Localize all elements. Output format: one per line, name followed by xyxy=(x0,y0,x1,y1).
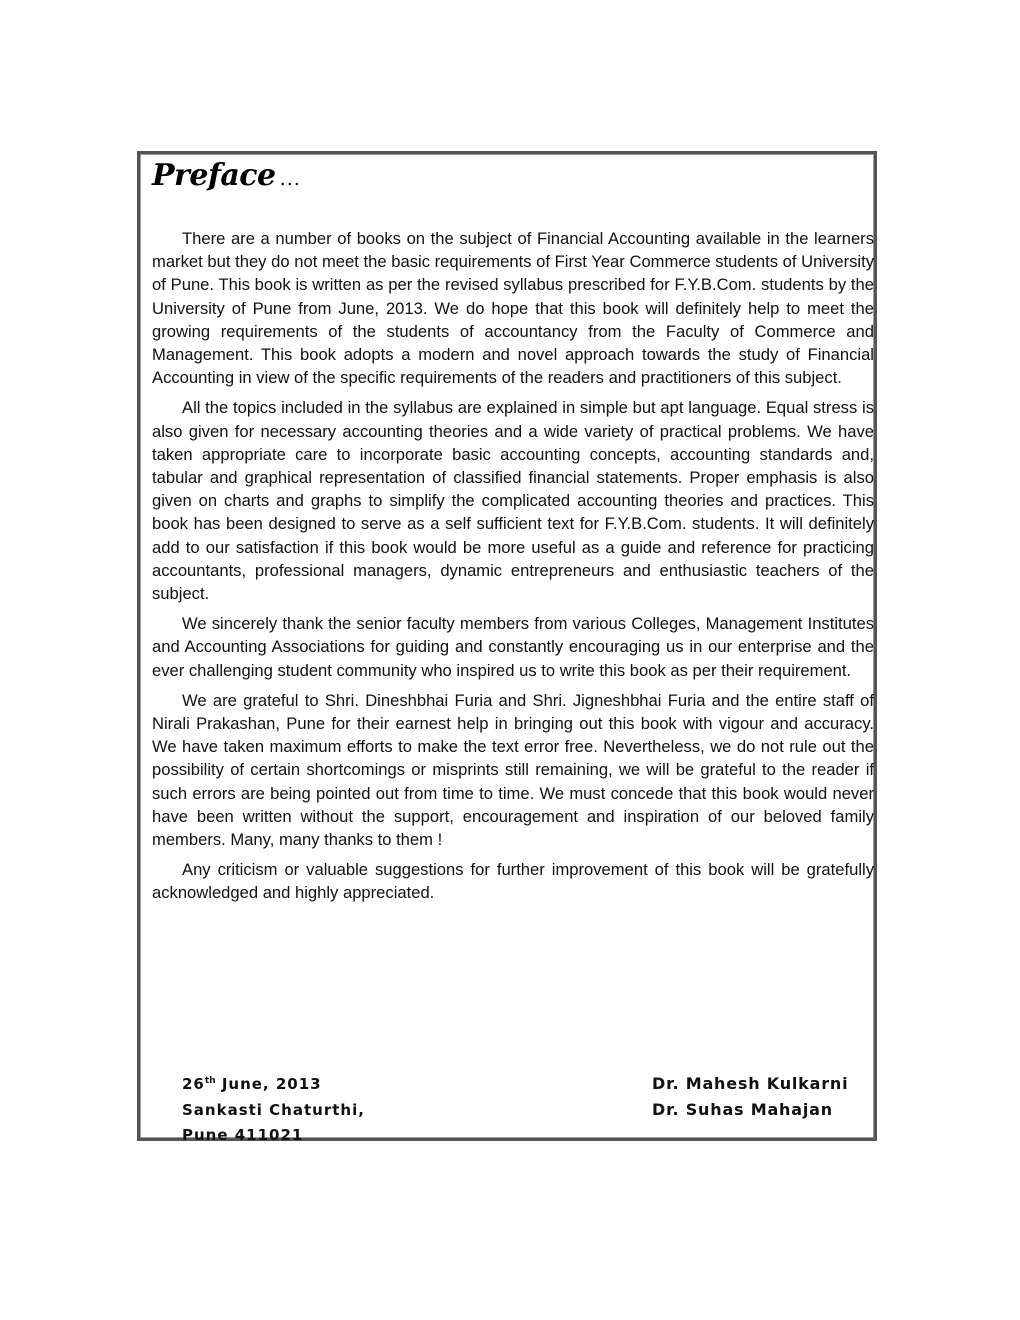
title-text: Preface xyxy=(152,158,276,193)
paragraph-5: Any criticism or valuable suggestions for further improvement of this book will be gratefully acknowledged and highly appreciated. xyxy=(152,860,874,903)
paragraph-2: All the topics included in the syllabus are explained in simple but apt language. Equal stress is also given for necessary accounting theories and a wide variety of practical problems. We have taken appropriate care to incorporate basic accounting concepts, accounting standards and, tabular and graphical representation of classified financial statements. Proper emphasis is also given on charts and graphs to simplify the complicated accounting theories and practices. This book has been designed to serve as a self sufficient text for F.Y.B.Com. students. It will definitely add to our satisfaction if this book would be more useful as a guide and reference for practicing accountants, professional managers, dynamic entrepreneurs and enthusiastic teachers of the subject. xyxy=(152,398,874,604)
footer-authors xyxy=(652,1071,848,1123)
date-suffix: th xyxy=(204,1076,216,1086)
paragraph-3: We sincerely thank the senior faculty members from various Colleges, Management Institutes and Accounting Associations for guiding and constantly encouraging us in our enterprise and the ever challenging student community who inspired us to write this book as per their requirement. xyxy=(152,614,874,680)
preface-body xyxy=(152,227,874,912)
title-ellipsis: ... xyxy=(279,168,301,190)
footer-date xyxy=(182,1072,365,1098)
paragraph-4: We are grateful to Shri. Dineshbhai Furia and Shri. Jigneshbhai Furia and the entire staff of Nirali Prakashan, Pune for their earnest help in bringing out this book with vigour and accuracy. We have taken maximum efforts to make the text error free. Nevertheless, we do not rule out the possibility of certain shortcomings or misprints still remaining, we will be grateful to the reader if such errors are being pointed out from time to time. We must concede that this book would never have been written without the support, encouragement and inspiration of our beloved family members. Many, many thanks to them ! xyxy=(152,690,874,850)
date-day: 26 xyxy=(182,1075,205,1093)
date-rest: June, 2013 xyxy=(215,1075,322,1093)
footer-occasion: Sankasti Chaturthi, xyxy=(182,1100,365,1119)
preface-frame xyxy=(137,151,877,1144)
footer-date-place xyxy=(182,1072,365,1149)
author-2: Dr. Suhas Mahajan xyxy=(652,1100,833,1119)
author-1: Dr. Mahesh Kulkarni xyxy=(652,1074,849,1093)
page-title xyxy=(152,158,301,193)
footer-place: Pune 411021 xyxy=(182,1126,304,1144)
paragraph-1: There are a number of books on the subject of Financial Accounting available in the learners market but they do not meet the basic requirements of First Year Commerce students of University of Pune. This book is written as per the revised syllabus prescribed for F.Y.B.Com. students by the University of Pune from June, 2013. We do hope that this book will definitely help to meet the growing requirements of the students of accountancy from the Faculty of Commerce and Management. This book adopts a modern and novel approach towards the study of Financial Accounting in view of the specific requirements of the readers and practitioners of this subject. xyxy=(152,229,874,388)
